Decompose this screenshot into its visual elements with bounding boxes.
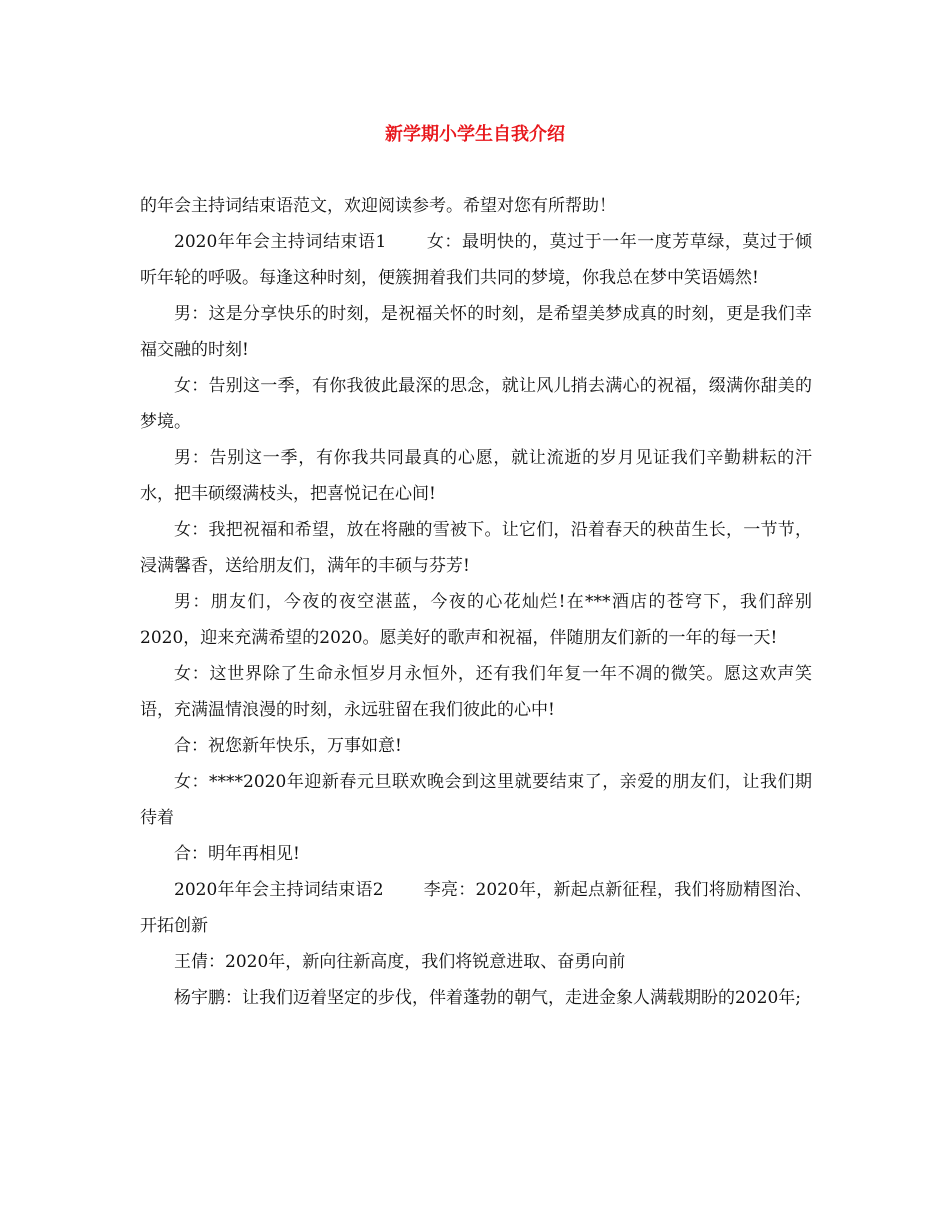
- section-heading: 2020年年会主持词结束语1: [174, 232, 387, 252]
- paragraph-text: 李亮：2020年，新起点新征程，我们将励精图治、开拓创新: [140, 880, 812, 936]
- paragraph: [140, 656, 812, 728]
- paragraph: [140, 512, 812, 584]
- paragraph: [140, 764, 812, 836]
- paragraph-text: 合：明年再相见!: [174, 844, 300, 864]
- paragraph-text: 男：告别这一季，有你我共同最真的心愿，就让流逝的岁月见证我们辛勤耕耘的汗水，把丰硕缀满枝头，把喜悦记在心间!: [140, 448, 812, 504]
- paragraph-text: 杨宇鹏：让我们迈着坚定的步伐，伴着蓬勃的朝气，走进金象人满载期盼的2020年;: [174, 988, 801, 1008]
- paragraph: [140, 584, 812, 656]
- section-heading: 2020年年会主持词结束语2: [174, 880, 384, 900]
- paragraph-text: 的年会主持词结束语范文，欢迎阅读参考。希望对您有所帮助！: [140, 196, 616, 216]
- paragraph-text: 女：告别这一季，有你我彼此最深的思念，就让风儿捎去满心的祝福，缀满你甜美的梦境。: [140, 376, 812, 432]
- paragraph: [140, 944, 812, 980]
- paragraph: [140, 728, 812, 764]
- document-body: [140, 188, 812, 1016]
- paragraph: [140, 836, 812, 872]
- paragraph: [140, 980, 812, 1016]
- paragraph: [140, 224, 812, 296]
- paragraph: [140, 368, 812, 440]
- document-title: 新学期小学生自我介绍: [385, 124, 565, 145]
- paragraph-text: 合：祝您新年快乐，万事如意!: [174, 736, 402, 756]
- paragraph: [140, 440, 812, 512]
- paragraph-text: 女：****2020年迎新春元旦联欢晚会到这里就要结束了，亲爱的朋友们，让我们期待着: [140, 772, 812, 828]
- paragraph-text: 女：这世界除了生命永恒岁月永恒外，还有我们年复一年不凋的微笑。愿这欢声笑语，充满温情浪漫的时刻，永远驻留在我们彼此的心中!: [140, 664, 812, 720]
- paragraph-text: 女：最明快的，莫过于一年一度芳草绿，莫过于倾听年轮的呼吸。每逢这种时刻，便簇拥着我们共同的梦境，你我总在梦中笑语嫣然!: [140, 232, 812, 288]
- paragraph-text: 男：这是分享快乐的时刻，是祝福关怀的时刻，是希望美梦成真的时刻，更是我们幸福交融的时刻!: [140, 304, 812, 360]
- paragraph-text: 男：朋友们，今夜的夜空湛蓝，今夜的心花灿烂!在***酒店的苍穹下，我们辞别2020，迎来充满希望的2020。愿美好的歌声和祝福，伴随朋友们新的一年的每一天!: [140, 592, 812, 648]
- paragraph: [140, 872, 812, 944]
- paragraph: [140, 188, 812, 224]
- paragraph: [140, 296, 812, 368]
- paragraph-text: 女：我把祝福和希望，放在将融的雪被下。让它们，沿着春天的秧苗生长，一节节，浸满馨香，送给朋友们，满年的丰硕与芬芳!: [140, 520, 812, 576]
- paragraph-text: 王倩：2020年，新向往新高度，我们将锐意进取、奋勇向前: [174, 952, 626, 972]
